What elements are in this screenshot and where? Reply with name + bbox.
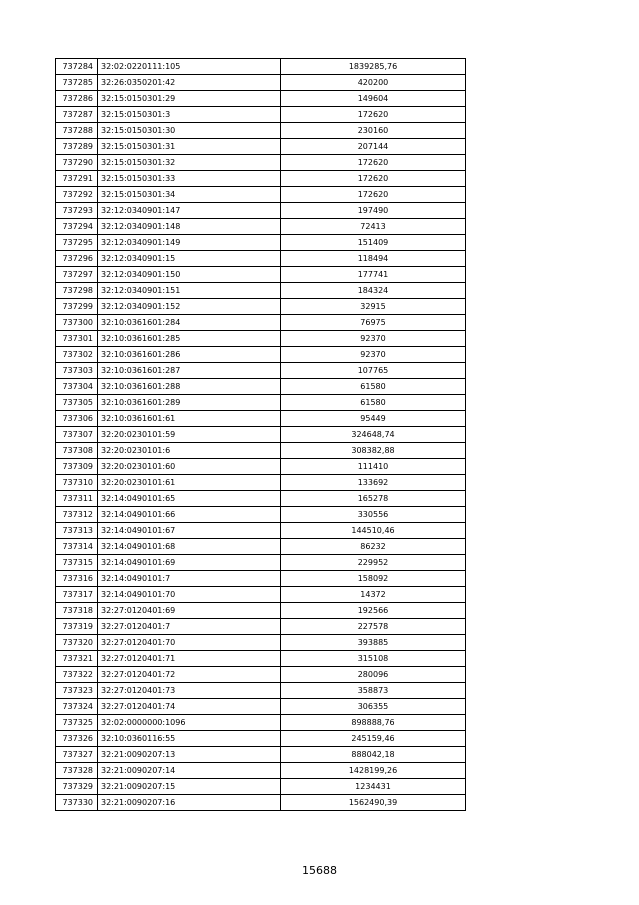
value-cell: 898888,76 [281,715,466,731]
cadastral-number-cell: 32:12:0340901:152 [98,299,281,315]
table-row [56,171,466,187]
value-cell: 165278 [281,491,466,507]
cadastral-number-cell: 32:27:0120401:71 [98,651,281,667]
row-number-cell: 737308 [56,443,98,459]
row-number-cell: 737309 [56,459,98,475]
row-number-cell: 737329 [56,779,98,795]
cadastral-number-cell: 32:27:0120401:72 [98,667,281,683]
row-number-cell: 737306 [56,411,98,427]
value-cell: 393885 [281,635,466,651]
cadastral-number-cell: 32:14:0490101:68 [98,539,281,555]
value-cell: 172620 [281,171,466,187]
value-cell: 177741 [281,267,466,283]
row-number-cell: 737299 [56,299,98,315]
cadastral-number-cell: 32:14:0490101:7 [98,571,281,587]
table-row [56,795,466,811]
cadastral-number-cell: 32:12:0340901:149 [98,235,281,251]
value-cell: 1234431 [281,779,466,795]
table-row [56,635,466,651]
cadastral-number-cell: 32:20:0230101:61 [98,475,281,491]
value-cell: 118494 [281,251,466,267]
table-row [56,363,466,379]
cadastral-number-cell: 32:10:0361601:287 [98,363,281,379]
value-cell: 172620 [281,187,466,203]
row-number-cell: 737319 [56,619,98,635]
row-number-cell: 737317 [56,587,98,603]
value-cell: 32915 [281,299,466,315]
table-row [56,75,466,91]
table-row [56,123,466,139]
value-cell: 92370 [281,331,466,347]
row-number-cell: 737305 [56,395,98,411]
value-cell: 1428199,26 [281,763,466,779]
cadastral-number-cell: 32:10:0361601:284 [98,315,281,331]
table-row [56,299,466,315]
table-row [56,315,466,331]
cadastral-number-cell: 32:27:0120401:7 [98,619,281,635]
cadastral-number-cell: 32:10:0361601:285 [98,331,281,347]
table-row [56,779,466,795]
table-row [56,251,466,267]
cadastral-number-cell: 32:15:0150301:30 [98,123,281,139]
row-number-cell: 737294 [56,219,98,235]
table-row [56,187,466,203]
table-row [56,395,466,411]
cadastral-number-cell: 32:15:0150301:29 [98,91,281,107]
row-number-cell: 737291 [56,171,98,187]
cadastral-number-cell: 32:21:0090207:13 [98,747,281,763]
cadastral-number-cell: 32:21:0090207:15 [98,779,281,795]
table-row [56,731,466,747]
cadastral-number-cell: 32:10:0361601:61 [98,411,281,427]
table-row [56,59,466,75]
value-cell: 245159,46 [281,731,466,747]
cadastral-number-cell: 32:10:0361601:289 [98,395,281,411]
table-row [56,459,466,475]
row-number-cell: 737330 [56,795,98,811]
value-cell: 227578 [281,619,466,635]
cadastral-number-cell: 32:27:0120401:69 [98,603,281,619]
value-cell: 230160 [281,123,466,139]
cadastral-number-cell: 32:27:0120401:70 [98,635,281,651]
value-cell: 229952 [281,555,466,571]
row-number-cell: 737296 [56,251,98,267]
row-number-cell: 737298 [56,283,98,299]
row-number-cell: 737286 [56,91,98,107]
table-row [56,555,466,571]
cadastral-number-cell: 32:27:0120401:74 [98,699,281,715]
value-cell: 107765 [281,363,466,379]
cadastral-number-cell: 32:21:0090207:16 [98,795,281,811]
cadastral-number-cell: 32:15:0150301:32 [98,155,281,171]
row-number-cell: 737293 [56,203,98,219]
value-cell: 111410 [281,459,466,475]
cadastral-number-cell: 32:14:0490101:69 [98,555,281,571]
row-number-cell: 737324 [56,699,98,715]
value-cell: 158092 [281,571,466,587]
row-number-cell: 737322 [56,667,98,683]
row-number-cell: 737325 [56,715,98,731]
table-body [56,59,466,811]
table-row [56,571,466,587]
row-number-cell: 737290 [56,155,98,171]
cadastral-number-cell: 32:15:0150301:3 [98,107,281,123]
row-number-cell: 737304 [56,379,98,395]
table-row [56,107,466,123]
row-number-cell: 737307 [56,427,98,443]
value-cell: 888042,18 [281,747,466,763]
cadastral-number-cell: 32:12:0340901:15 [98,251,281,267]
value-cell: 1839285,76 [281,59,466,75]
value-cell: 308382,88 [281,443,466,459]
row-number-cell: 737323 [56,683,98,699]
table-row [56,475,466,491]
cadastral-number-cell: 32:02:0000000:1096 [98,715,281,731]
table-row [56,139,466,155]
cadastral-number-cell: 32:12:0340901:150 [98,267,281,283]
value-cell: 172620 [281,155,466,171]
value-cell: 95449 [281,411,466,427]
cadastral-number-cell: 32:20:0230101:60 [98,459,281,475]
table-row [56,155,466,171]
row-number-cell: 737311 [56,491,98,507]
row-number-cell: 737303 [56,363,98,379]
cadastral-number-cell: 32:14:0490101:67 [98,523,281,539]
value-cell: 315108 [281,651,466,667]
row-number-cell: 737297 [56,267,98,283]
table-row [56,283,466,299]
table-row [56,203,466,219]
value-cell: 280096 [281,667,466,683]
value-cell: 14372 [281,587,466,603]
cadastral-number-cell: 32:15:0150301:34 [98,187,281,203]
row-number-cell: 737284 [56,59,98,75]
row-number-cell: 737312 [56,507,98,523]
table-row [56,763,466,779]
cadastral-value-table [55,58,466,811]
row-number-cell: 737314 [56,539,98,555]
row-number-cell: 737320 [56,635,98,651]
table-row [56,379,466,395]
value-cell: 144510,46 [281,523,466,539]
table-row [56,411,466,427]
value-cell: 92370 [281,347,466,363]
table-row [56,219,466,235]
cadastral-number-cell: 32:20:0230101:6 [98,443,281,459]
value-cell: 151409 [281,235,466,251]
value-cell: 358873 [281,683,466,699]
value-cell: 207144 [281,139,466,155]
cadastral-number-cell: 32:21:0090207:14 [98,763,281,779]
table-row [56,491,466,507]
cadastral-number-cell: 32:15:0150301:33 [98,171,281,187]
row-number-cell: 737315 [56,555,98,571]
row-number-cell: 737328 [56,763,98,779]
row-number-cell: 737287 [56,107,98,123]
value-cell: 61580 [281,379,466,395]
table-row [56,667,466,683]
value-cell: 86232 [281,539,466,555]
table-row [56,651,466,667]
cadastral-number-cell: 32:27:0120401:73 [98,683,281,699]
row-number-cell: 737321 [56,651,98,667]
row-number-cell: 737313 [56,523,98,539]
cadastral-number-cell: 32:15:0150301:31 [98,139,281,155]
table-row [56,347,466,363]
value-cell: 306355 [281,699,466,715]
row-number-cell: 737292 [56,187,98,203]
cadastral-number-cell: 32:14:0490101:65 [98,491,281,507]
table-row [56,267,466,283]
value-cell: 197490 [281,203,466,219]
cadastral-number-cell: 32:26:0350201:42 [98,75,281,91]
row-number-cell: 737300 [56,315,98,331]
table-row [56,587,466,603]
table-row [56,523,466,539]
cadastral-number-cell: 32:20:0230101:59 [98,427,281,443]
cadastral-number-cell: 32:14:0490101:70 [98,587,281,603]
value-cell: 1562490,39 [281,795,466,811]
table-row [56,539,466,555]
row-number-cell: 737288 [56,123,98,139]
table-row [56,715,466,731]
cadastral-number-cell: 32:12:0340901:148 [98,219,281,235]
value-cell: 61580 [281,395,466,411]
cadastral-number-cell: 32:14:0490101:66 [98,507,281,523]
cadastral-number-cell: 32:02:0220111:105 [98,59,281,75]
value-cell: 184324 [281,283,466,299]
row-number-cell: 737327 [56,747,98,763]
table-row [56,443,466,459]
value-cell: 76975 [281,315,466,331]
value-cell: 324648,74 [281,427,466,443]
value-cell: 420200 [281,75,466,91]
cadastral-number-cell: 32:10:0361601:286 [98,347,281,363]
table-row [56,699,466,715]
table-row [56,507,466,523]
row-number-cell: 737326 [56,731,98,747]
row-number-cell: 737302 [56,347,98,363]
value-cell: 133692 [281,475,466,491]
table-row [56,619,466,635]
cadastral-number-cell: 32:10:0361601:288 [98,379,281,395]
table-row [56,747,466,763]
row-number-cell: 737285 [56,75,98,91]
row-number-cell: 737289 [56,139,98,155]
cadastral-number-cell: 32:10:0360116:55 [98,731,281,747]
row-number-cell: 737316 [56,571,98,587]
value-cell: 330556 [281,507,466,523]
table-row [56,235,466,251]
row-number-cell: 737318 [56,603,98,619]
value-cell: 172620 [281,107,466,123]
table-row [56,427,466,443]
cadastral-number-cell: 32:12:0340901:147 [98,203,281,219]
cadastral-number-cell: 32:12:0340901:151 [98,283,281,299]
value-cell: 72413 [281,219,466,235]
page-number: 15688 [302,864,337,877]
value-cell: 192566 [281,603,466,619]
value-cell: 149604 [281,91,466,107]
table-row [56,603,466,619]
table-row [56,683,466,699]
row-number-cell: 737310 [56,475,98,491]
table-row [56,91,466,107]
table-row [56,331,466,347]
row-number-cell: 737295 [56,235,98,251]
row-number-cell: 737301 [56,331,98,347]
